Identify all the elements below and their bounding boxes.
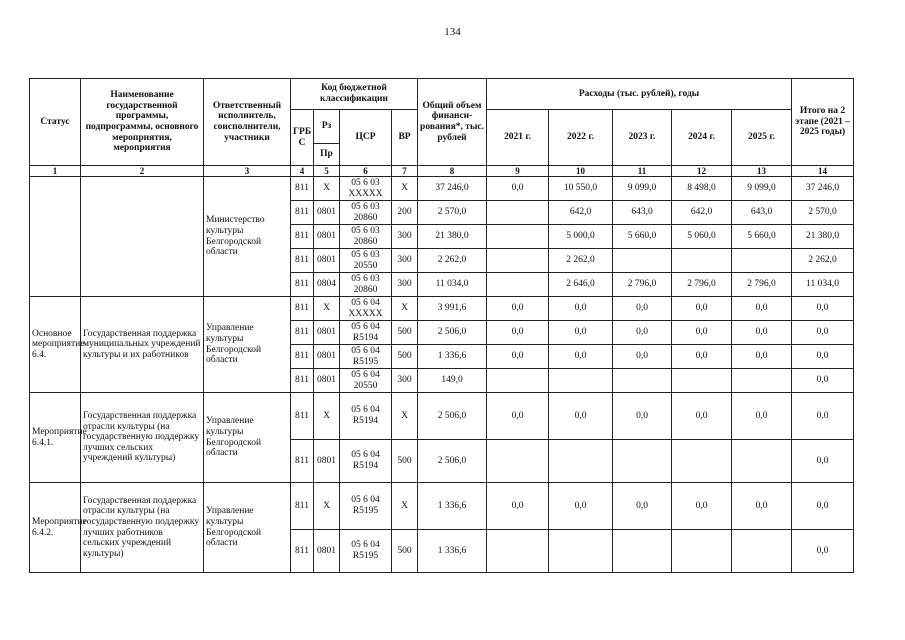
rz-cell: 0801	[314, 345, 340, 369]
vr-cell: 300	[392, 225, 418, 249]
y2022-cell: 10 550,0	[549, 177, 613, 201]
y2024-cell: 0,0	[672, 321, 732, 345]
grbs-cell: 811	[291, 393, 314, 440]
csr-cell: 05 6 03 XXXXX	[340, 177, 392, 201]
grbs-cell: 811	[291, 483, 314, 530]
y2021-cell: 0,0	[487, 177, 549, 201]
y2024-cell	[672, 440, 732, 483]
y2023-cell: 0,0	[613, 321, 672, 345]
y2024-cell: 0,0	[672, 393, 732, 440]
y2023-cell	[613, 530, 672, 573]
total-cell: 149,0	[418, 369, 487, 393]
vr-cell: X	[392, 483, 418, 530]
y2025-cell	[732, 249, 792, 273]
col-number: 9	[487, 166, 549, 177]
csr-cell: 05 6 04 R5195	[340, 483, 392, 530]
y2022-cell: 642,0	[549, 201, 613, 225]
y2022-cell	[549, 440, 613, 483]
rz-cell: 0801	[314, 530, 340, 573]
y2024-cell: 5 060,0	[672, 225, 732, 249]
header-grbs: ГРБ С	[291, 110, 314, 166]
status-cell	[30, 177, 81, 297]
budget-table	[29, 78, 854, 573]
y2025-cell: 5 660,0	[732, 225, 792, 249]
table-row	[30, 483, 854, 530]
program-cell	[81, 177, 204, 297]
total-cell: 2 506,0	[418, 393, 487, 440]
vr-cell: 200	[392, 201, 418, 225]
executor-cell: Управление культуры Белгородской области	[204, 297, 291, 393]
col-number: 3	[204, 166, 291, 177]
itogo-cell: 0,0	[792, 297, 854, 321]
y2022-cell: 0,0	[549, 393, 613, 440]
y2025-cell: 0,0	[732, 393, 792, 440]
total-cell: 21 380,0	[418, 225, 487, 249]
y2022-cell: 0,0	[549, 345, 613, 369]
y2023-cell	[613, 369, 672, 393]
col-number: 2	[81, 166, 204, 177]
col-number: 10	[549, 166, 613, 177]
grbs-cell: 811	[291, 440, 314, 483]
col-number: 14	[792, 166, 854, 177]
grbs-cell: 811	[291, 249, 314, 273]
y2025-cell	[732, 440, 792, 483]
table-row	[30, 177, 854, 201]
itogo-cell: 0,0	[792, 440, 854, 483]
y2025-cell: 0,0	[732, 321, 792, 345]
executor-cell: Министерство культуры Белгородской области	[204, 177, 291, 297]
y2024-cell: 642,0	[672, 201, 732, 225]
total-cell: 11 034,0	[418, 273, 487, 297]
total-cell: 37 246,0	[418, 177, 487, 201]
grbs-cell: 811	[291, 345, 314, 369]
total-cell: 2 570,0	[418, 201, 487, 225]
total-cell: 1 336,6	[418, 530, 487, 573]
vr-cell: 500	[392, 321, 418, 345]
y2022-cell: 2 262,0	[549, 249, 613, 273]
header-budget-code: Код бюджетной классификации	[291, 79, 418, 110]
header-pr: Пр	[314, 144, 340, 166]
y2022-cell: 5 000,0	[549, 225, 613, 249]
y2021-cell: 0,0	[487, 483, 549, 530]
header-year-2022: 2022 г.	[549, 110, 613, 166]
vr-cell: 300	[392, 249, 418, 273]
grbs-cell: 811	[291, 273, 314, 297]
header-csr: ЦСР	[340, 110, 392, 166]
col-number: 1	[30, 166, 81, 177]
y2023-cell	[613, 440, 672, 483]
header-executor: Ответственный исполнитель, соисполнители, участники	[204, 79, 291, 166]
total-cell: 3 991,6	[418, 297, 487, 321]
table-row	[30, 297, 854, 321]
rz-cell: 0804	[314, 273, 340, 297]
y2022-cell	[549, 530, 613, 573]
y2024-cell: 0,0	[672, 483, 732, 530]
y2023-cell: 643,0	[613, 201, 672, 225]
grbs-cell: 811	[291, 297, 314, 321]
y2021-cell	[487, 201, 549, 225]
vr-cell: 300	[392, 369, 418, 393]
y2022-cell: 2 646,0	[549, 273, 613, 297]
status-cell: Мероприятие 6.4.1.	[30, 393, 81, 483]
csr-cell: 05 6 04 R5194	[340, 393, 392, 440]
y2025-cell	[732, 530, 792, 573]
y2021-cell	[487, 273, 549, 297]
y2025-cell	[732, 369, 792, 393]
total-cell: 2 262,0	[418, 249, 487, 273]
vr-cell: X	[392, 393, 418, 440]
y2022-cell: 0,0	[549, 321, 613, 345]
header-rz: Рз	[314, 110, 340, 144]
header-program: Наименование государственной программы, подпрограммы, основного мероприятия, мероприятия	[81, 79, 204, 166]
header-status: Статус	[30, 79, 81, 166]
rz-cell: X	[314, 393, 340, 440]
vr-cell: 500	[392, 345, 418, 369]
header-year-2025: 2025 г.	[732, 110, 792, 166]
y2024-cell: 8 498,0	[672, 177, 732, 201]
y2023-cell: 5 660,0	[613, 225, 672, 249]
status-cell: Мероприятие 6.4.2.	[30, 483, 81, 573]
itogo-cell: 21 380,0	[792, 225, 854, 249]
y2023-cell: 9 099,0	[613, 177, 672, 201]
y2023-cell: 2 796,0	[613, 273, 672, 297]
rz-cell: 0801	[314, 440, 340, 483]
y2024-cell: 2 796,0	[672, 273, 732, 297]
csr-cell: 05 6 03 20550	[340, 249, 392, 273]
grbs-cell: 811	[291, 177, 314, 201]
header-itogo: Итого на 2 этапе (2021 – 2025 годы)	[792, 79, 854, 166]
total-cell: 1 336,6	[418, 345, 487, 369]
y2023-cell: 0,0	[613, 393, 672, 440]
grbs-cell: 811	[291, 530, 314, 573]
y2021-cell	[487, 369, 549, 393]
vr-cell: 500	[392, 530, 418, 573]
csr-cell: 05 6 04 R5195	[340, 530, 392, 573]
y2025-cell: 643,0	[732, 201, 792, 225]
rz-cell: X	[314, 297, 340, 321]
header-vr: ВР	[392, 110, 418, 166]
y2025-cell: 2 796,0	[732, 273, 792, 297]
y2022-cell: 0,0	[549, 483, 613, 530]
rz-cell: X	[314, 483, 340, 530]
itogo-cell: 0,0	[792, 530, 854, 573]
csr-cell: 05 6 04 XXXXX	[340, 297, 392, 321]
itogo-cell: 0,0	[792, 369, 854, 393]
header-year-2021: 2021 г.	[487, 110, 549, 166]
y2023-cell: 0,0	[613, 297, 672, 321]
csr-cell: 05 6 04 R5195	[340, 345, 392, 369]
y2025-cell: 0,0	[732, 345, 792, 369]
program-cell: Государственная поддержка муниципальных учреждений культуры и их работников	[81, 297, 204, 393]
grbs-cell: 811	[291, 225, 314, 249]
y2021-cell	[487, 225, 549, 249]
y2021-cell	[487, 440, 549, 483]
y2024-cell: 0,0	[672, 297, 732, 321]
col-number: 13	[732, 166, 792, 177]
col-number: 8	[418, 166, 487, 177]
itogo-cell: 37 246,0	[792, 177, 854, 201]
itogo-cell: 0,0	[792, 345, 854, 369]
y2021-cell: 0,0	[487, 393, 549, 440]
csr-cell: 05 6 03 20860	[340, 201, 392, 225]
rz-cell: 0801	[314, 249, 340, 273]
y2021-cell	[487, 530, 549, 573]
table-row	[30, 393, 854, 440]
executor-cell: Управление культуры Белгородской области	[204, 483, 291, 573]
y2021-cell	[487, 249, 549, 273]
vr-cell: 500	[392, 440, 418, 483]
y2021-cell: 0,0	[487, 345, 549, 369]
col-number: 12	[672, 166, 732, 177]
vr-cell: 300	[392, 273, 418, 297]
col-number: 5	[314, 166, 340, 177]
itogo-cell: 2 570,0	[792, 201, 854, 225]
header-year-2024: 2024 г.	[672, 110, 732, 166]
y2024-cell: 0,0	[672, 345, 732, 369]
y2024-cell	[672, 530, 732, 573]
vr-cell: X	[392, 177, 418, 201]
y2024-cell	[672, 249, 732, 273]
y2024-cell	[672, 369, 732, 393]
y2025-cell: 9 099,0	[732, 177, 792, 201]
itogo-cell: 0,0	[792, 321, 854, 345]
col-number: 7	[392, 166, 418, 177]
vr-cell: X	[392, 297, 418, 321]
csr-cell: 05 6 04 R5194	[340, 440, 392, 483]
grbs-cell: 811	[291, 369, 314, 393]
y2023-cell	[613, 249, 672, 273]
y2023-cell: 0,0	[613, 483, 672, 530]
csr-cell: 05 6 03 20860	[340, 225, 392, 249]
y2022-cell	[549, 369, 613, 393]
itogo-cell: 0,0	[792, 483, 854, 530]
itogo-cell: 11 034,0	[792, 273, 854, 297]
csr-cell: 05 6 04 20550	[340, 369, 392, 393]
rz-cell: 0801	[314, 321, 340, 345]
col-number: 6	[340, 166, 392, 177]
total-cell: 2 506,0	[418, 440, 487, 483]
y2023-cell: 0,0	[613, 345, 672, 369]
itogo-cell: 2 262,0	[792, 249, 854, 273]
page-number: 134	[444, 26, 461, 38]
program-cell: Государственная поддержка отрасли культуры (на государственную поддержку лучших работников сельских учреждений культуры)	[81, 483, 204, 573]
total-cell: 2 506,0	[418, 321, 487, 345]
header-expenses: Расходы (тыс. рублей), годы	[487, 79, 792, 110]
y2025-cell: 0,0	[732, 483, 792, 530]
rz-cell: 0801	[314, 369, 340, 393]
csr-cell: 05 6 03 20860	[340, 273, 392, 297]
grbs-cell: 811	[291, 201, 314, 225]
y2022-cell: 0,0	[549, 297, 613, 321]
itogo-cell: 0,0	[792, 393, 854, 440]
status-cell: Основное мероприятие 6.4.	[30, 297, 81, 393]
header-total-financing: Общий объем финанси-рования*, тыс. рублей	[418, 79, 487, 166]
col-number: 4	[291, 166, 314, 177]
executor-cell: Управление культуры Белгородской области	[204, 393, 291, 483]
csr-cell: 05 6 04 R5194	[340, 321, 392, 345]
rz-cell: 0801	[314, 201, 340, 225]
y2025-cell: 0,0	[732, 297, 792, 321]
y2021-cell: 0,0	[487, 297, 549, 321]
total-cell: 1 336,6	[418, 483, 487, 530]
col-number: 11	[613, 166, 672, 177]
program-cell: Государственная поддержка отрасли культуры (на государственную поддержку лучших сельских учреждений культуры)	[81, 393, 204, 483]
y2021-cell: 0,0	[487, 321, 549, 345]
rz-cell: 0801	[314, 225, 340, 249]
grbs-cell: 811	[291, 321, 314, 345]
rz-cell: X	[314, 177, 340, 201]
header-year-2023: 2023 г.	[613, 110, 672, 166]
